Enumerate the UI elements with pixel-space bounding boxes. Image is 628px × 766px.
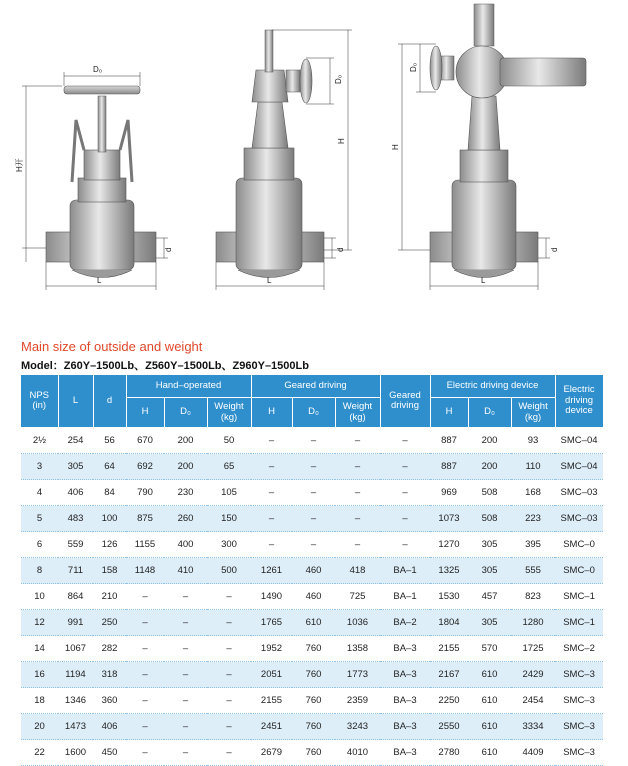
table-cell: 508 (468, 506, 511, 532)
table-cell: 760 (292, 688, 335, 714)
table-cell: 2451 (251, 714, 292, 740)
table-cell: SMC–2 (555, 636, 603, 662)
table-cell: 2550 (430, 714, 468, 740)
table-cell: 3243 (335, 714, 380, 740)
header-d: d (93, 375, 126, 428)
table-cell: – (207, 688, 251, 714)
table-cell: 760 (292, 636, 335, 662)
table-cell: – (164, 662, 207, 688)
table-cell: 305 (468, 532, 511, 558)
table-cell: – (207, 714, 251, 740)
table-cell: – (335, 506, 380, 532)
table-cell: – (207, 662, 251, 688)
table-cell: BA–1 (380, 558, 430, 584)
table-row (21, 714, 603, 740)
table-cell: – (292, 480, 335, 506)
table-cell: 711 (58, 558, 93, 584)
table-cell: 2155 (251, 688, 292, 714)
table-cell: 760 (292, 714, 335, 740)
electric-l-label: L (481, 276, 486, 285)
header-geared-driving: Geared driving (251, 375, 380, 398)
table-cell: – (380, 532, 430, 558)
header-hand-operated: Hand–operated (126, 375, 251, 398)
table-row (21, 454, 603, 480)
table-cell: 100 (93, 506, 126, 532)
table-cell: 1346 (58, 688, 93, 714)
table-cell: 360 (93, 688, 126, 714)
table-cell: 110 (511, 454, 555, 480)
table-cell: 300 (207, 532, 251, 558)
table-cell: SMC–0 (555, 558, 603, 584)
table-cell: SMC–3 (555, 662, 603, 688)
table-cell: 10 (21, 584, 58, 610)
table-cell: SMC–3 (555, 688, 603, 714)
table-cell: 864 (58, 584, 93, 610)
table-cell: 887 (430, 454, 468, 480)
geared-valve-drawing (216, 30, 324, 278)
table-cell: BA–3 (380, 636, 430, 662)
table-cell: 20 (21, 714, 58, 740)
electric-h-label: H (391, 144, 400, 150)
table-cell: – (164, 714, 207, 740)
table-cell: BA–2 (380, 610, 430, 636)
table-cell: SMC–1 (555, 610, 603, 636)
table-cell: – (251, 506, 292, 532)
table-cell: 1473 (58, 714, 93, 740)
table-cell: 610 (468, 688, 511, 714)
table-cell: – (292, 428, 335, 454)
table-cell: 12 (21, 610, 58, 636)
header-geared-driving-model: Geared driving (380, 375, 430, 428)
table-cell: – (251, 480, 292, 506)
table-cell: – (164, 688, 207, 714)
table-cell: 1148 (126, 558, 164, 584)
table-cell: – (126, 610, 164, 636)
table-cell: 670 (126, 428, 164, 454)
table-cell: – (292, 506, 335, 532)
header-electric-driving: Electric driving device (430, 375, 555, 398)
table-cell: – (126, 714, 164, 740)
table-cell: – (380, 454, 430, 480)
table-cell: 126 (93, 532, 126, 558)
table-cell: 14 (21, 636, 58, 662)
table-cell: 200 (468, 454, 511, 480)
table-body (21, 428, 603, 766)
table-cell: – (126, 662, 164, 688)
table-cell: 223 (511, 506, 555, 532)
table-cell: 760 (292, 740, 335, 766)
header-hand-h: H (126, 398, 164, 428)
header-electric-d0: D₀ (468, 398, 511, 428)
table-cell: 418 (335, 558, 380, 584)
table-cell: 460 (292, 584, 335, 610)
table-cell: 4010 (335, 740, 380, 766)
manual-valve-drawing (46, 86, 156, 278)
valve-drawings (0, 0, 628, 310)
table-cell: 400 (164, 532, 207, 558)
table-cell: 22 (21, 740, 58, 766)
table-cell: – (335, 480, 380, 506)
table-cell: 692 (126, 454, 164, 480)
table-cell: 200 (164, 454, 207, 480)
manual-d-label: d (164, 247, 173, 252)
table-cell: 5 (21, 506, 58, 532)
header-electric-weight: Weight (kg) (511, 398, 555, 428)
table-cell: SMC–03 (555, 480, 603, 506)
table-cell: 1325 (430, 558, 468, 584)
table-cell: 84 (93, 480, 126, 506)
table-cell: 1155 (126, 532, 164, 558)
table-row (21, 688, 603, 714)
table-cell: 282 (93, 636, 126, 662)
table-cell: 887 (430, 428, 468, 454)
table-cell: 318 (93, 662, 126, 688)
table-cell: 2167 (430, 662, 468, 688)
table-cell: 725 (335, 584, 380, 610)
table-cell: 790 (126, 480, 164, 506)
table-cell: 450 (93, 740, 126, 766)
table-cell: 210 (93, 584, 126, 610)
header-hand-d0: D₀ (164, 398, 207, 428)
table-cell: 1280 (511, 610, 555, 636)
table-cell: 65 (207, 454, 251, 480)
table-cell: 105 (207, 480, 251, 506)
table-cell: 460 (292, 558, 335, 584)
table-cell: – (292, 532, 335, 558)
table-row (21, 480, 603, 506)
table-row (21, 428, 603, 454)
table-cell: – (335, 454, 380, 480)
table-cell: 823 (511, 584, 555, 610)
table-cell: 2250 (430, 688, 468, 714)
table-row (21, 610, 603, 636)
table-cell: 1036 (335, 610, 380, 636)
table-cell: 1490 (251, 584, 292, 610)
header-geared-h: H (251, 398, 292, 428)
table-cell: BA–3 (380, 662, 430, 688)
header-geared-weight: Weight (kg) (335, 398, 380, 428)
table-cell: – (251, 454, 292, 480)
table-cell: 260 (164, 506, 207, 532)
table-cell: – (164, 610, 207, 636)
table-cell: 305 (468, 558, 511, 584)
geared-h-label: H (337, 138, 346, 144)
table-cell: – (207, 610, 251, 636)
header-hand-weight: Weight (kg) (207, 398, 251, 428)
table-cell: 395 (511, 532, 555, 558)
header-l: L (58, 375, 93, 428)
model-line: Model：Z60Y–1500Lb、Z560Y–1500Lb、Z960Y–1500Lb (21, 360, 309, 372)
table-cell: – (207, 636, 251, 662)
table-cell: 18 (21, 688, 58, 714)
table-cell: 969 (430, 480, 468, 506)
table-cell: 610 (292, 610, 335, 636)
table-cell: 200 (468, 428, 511, 454)
table-cell: 2454 (511, 688, 555, 714)
table-cell: 4409 (511, 740, 555, 766)
table-row (21, 636, 603, 662)
table-cell: – (164, 584, 207, 610)
table-cell: BA–3 (380, 688, 430, 714)
table-cell: 158 (93, 558, 126, 584)
table-cell: – (126, 584, 164, 610)
table-cell: – (335, 532, 380, 558)
table-cell: 1725 (511, 636, 555, 662)
table-cell: 1194 (58, 662, 93, 688)
table-cell: 2429 (511, 662, 555, 688)
table-cell: 8 (21, 558, 58, 584)
table-cell: 64 (93, 454, 126, 480)
table-row (21, 532, 603, 558)
table-cell: 1765 (251, 610, 292, 636)
table-cell: 1600 (58, 740, 93, 766)
table-cell: 1804 (430, 610, 468, 636)
table-cell: SMC–04 (555, 454, 603, 480)
table-cell: 56 (93, 428, 126, 454)
table-cell: 559 (58, 532, 93, 558)
table-cell: 2155 (430, 636, 468, 662)
table-cell: BA–1 (380, 584, 430, 610)
manual-d0-label: D₀ (93, 65, 103, 74)
table-cell: BA–3 (380, 740, 430, 766)
manual-l-label: L (97, 276, 102, 285)
table-cell: 500 (207, 558, 251, 584)
table-cell: 305 (468, 610, 511, 636)
table-cell: 93 (511, 428, 555, 454)
table-cell: 610 (468, 662, 511, 688)
table-cell: 3 (21, 454, 58, 480)
table-cell: – (126, 740, 164, 766)
table-cell: 16 (21, 662, 58, 688)
electric-d0-label: D₀ (409, 62, 418, 72)
table-cell: – (380, 428, 430, 454)
table-row (21, 662, 603, 688)
electric-d-label: d (550, 247, 559, 252)
table-cell: 150 (207, 506, 251, 532)
table-cell: – (380, 480, 430, 506)
table-cell: SMC–3 (555, 714, 603, 740)
table-cell: – (126, 636, 164, 662)
table-cell: 570 (468, 636, 511, 662)
table-cell: 406 (58, 480, 93, 506)
table-cell: 406 (93, 714, 126, 740)
electric-valve-drawing (430, 4, 586, 278)
table-cell: 555 (511, 558, 555, 584)
table-cell: – (207, 584, 251, 610)
section-title: Main size of outside and weight (21, 339, 203, 354)
table-cell: 1261 (251, 558, 292, 584)
table-cell: 250 (93, 610, 126, 636)
header-nps: NPS (in) (21, 375, 58, 428)
table-cell: BA–3 (380, 714, 430, 740)
table-cell: 991 (58, 610, 93, 636)
table-cell: 410 (164, 558, 207, 584)
table-cell: 1270 (430, 532, 468, 558)
table-cell: 760 (292, 662, 335, 688)
table-cell: – (292, 454, 335, 480)
spec-table (21, 375, 604, 766)
geared-d0-label: D₀ (334, 74, 343, 84)
table-cell: – (164, 740, 207, 766)
table-cell: – (380, 506, 430, 532)
table-cell: 1530 (430, 584, 468, 610)
table-row (21, 584, 603, 610)
table-cell: 1952 (251, 636, 292, 662)
table-cell: 2359 (335, 688, 380, 714)
table-cell: 2679 (251, 740, 292, 766)
header-geared-d0: D₀ (292, 398, 335, 428)
header-electric-device: Electric driving device (555, 375, 603, 428)
table-cell: 1773 (335, 662, 380, 688)
table-cell: 483 (58, 506, 93, 532)
table-cell: 305 (58, 454, 93, 480)
geared-l-label: L (267, 276, 272, 285)
table-row (21, 740, 603, 766)
table-cell: 457 (468, 584, 511, 610)
table-cell: 2½ (21, 428, 58, 454)
manual-h-label: H开 (15, 158, 24, 172)
table-cell: 875 (126, 506, 164, 532)
geared-d-label: d (336, 247, 345, 252)
table-cell: 254 (58, 428, 93, 454)
table-cell: – (207, 740, 251, 766)
table-cell: – (126, 688, 164, 714)
table-cell: SMC–1 (555, 584, 603, 610)
table-cell: 1358 (335, 636, 380, 662)
table-row (21, 558, 603, 584)
table-cell: SMC–0 (555, 532, 603, 558)
table-cell: 610 (468, 740, 511, 766)
table-cell: 3334 (511, 714, 555, 740)
table-cell: 4 (21, 480, 58, 506)
table-cell: 168 (511, 480, 555, 506)
table-cell: 2780 (430, 740, 468, 766)
table-cell: 50 (207, 428, 251, 454)
table-cell: – (251, 428, 292, 454)
table-cell: SMC–03 (555, 506, 603, 532)
table-cell: – (335, 428, 380, 454)
table-cell: SMC–04 (555, 428, 603, 454)
table-cell: 2051 (251, 662, 292, 688)
table-cell: 200 (164, 428, 207, 454)
table-cell: 610 (468, 714, 511, 740)
table-cell: 1073 (430, 506, 468, 532)
table-cell: – (164, 636, 207, 662)
table-cell: – (251, 532, 292, 558)
table-cell: 508 (468, 480, 511, 506)
table-cell: 6 (21, 532, 58, 558)
table-cell: 1067 (58, 636, 93, 662)
header-electric-h: H (430, 398, 468, 428)
table-row (21, 506, 603, 532)
table-cell: SMC–3 (555, 740, 603, 766)
table-cell: 230 (164, 480, 207, 506)
